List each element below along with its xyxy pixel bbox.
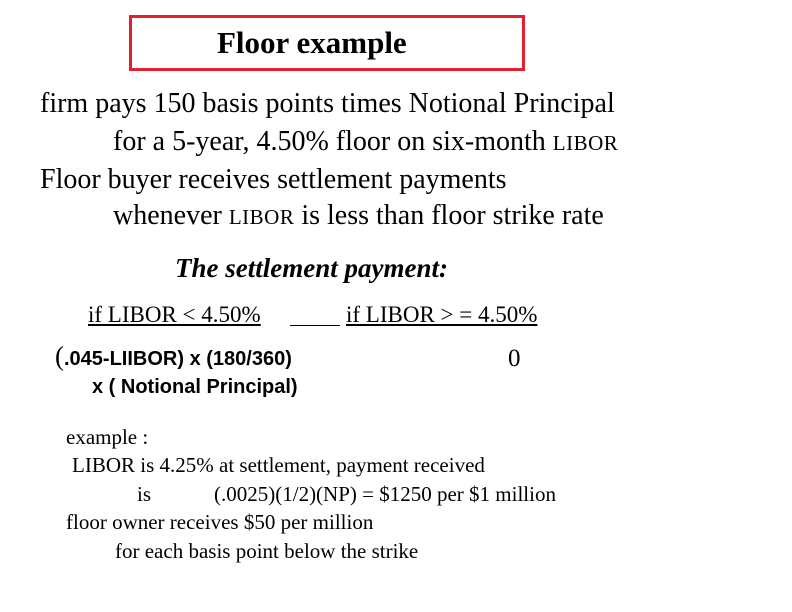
example-line-2-calc: (.0025)(1/2)(NP) = $1250 per $1 million (214, 482, 556, 506)
settlement-heading: The settlement payment: (175, 253, 448, 283)
intro-line-4-suffix: is less than floor strike rate (294, 200, 604, 231)
example-line-4: for each basis point below the strike (115, 539, 419, 563)
formula-open-paren: ( (55, 341, 64, 371)
example-line-1: LIBOR is 4.25% at settlement, payment received (72, 453, 485, 477)
settlement-formula-line-1 (55, 341, 292, 372)
intro-line-2-libor: LIBOR (552, 131, 619, 155)
intro-line-2-text: for a 5-year, 4.50% floor on six-month (113, 126, 553, 157)
formula-rate-term: .045-LIIBOR) x (180/360) (64, 348, 292, 370)
page-title: Floor example (217, 25, 407, 60)
intro-line-1: firm pays 150 basis points times Notional Principal (40, 88, 615, 119)
example-label: example : (66, 425, 149, 449)
intro-line-4-prefix: whenever (113, 200, 229, 231)
condition-above-strike: if LIBOR > = 4.50% (346, 302, 538, 327)
intro-line-3: Floor buyer receives settlement payments (40, 164, 507, 195)
condition-below-strike: if LIBOR < 4.50% (88, 302, 261, 327)
example-line-2-is: is (137, 482, 152, 506)
intro-line-2 (113, 126, 618, 158)
intro-line-4 (113, 200, 604, 232)
above-strike-payment-value: 0 (508, 345, 521, 372)
intro-line-4-libor: LIBOR (228, 205, 295, 229)
settlement-formula-line-2: x ( Notional Principal) (92, 376, 298, 398)
example-line-3: floor owner receives $50 per million (66, 510, 374, 534)
condition-divider-line (290, 325, 340, 326)
